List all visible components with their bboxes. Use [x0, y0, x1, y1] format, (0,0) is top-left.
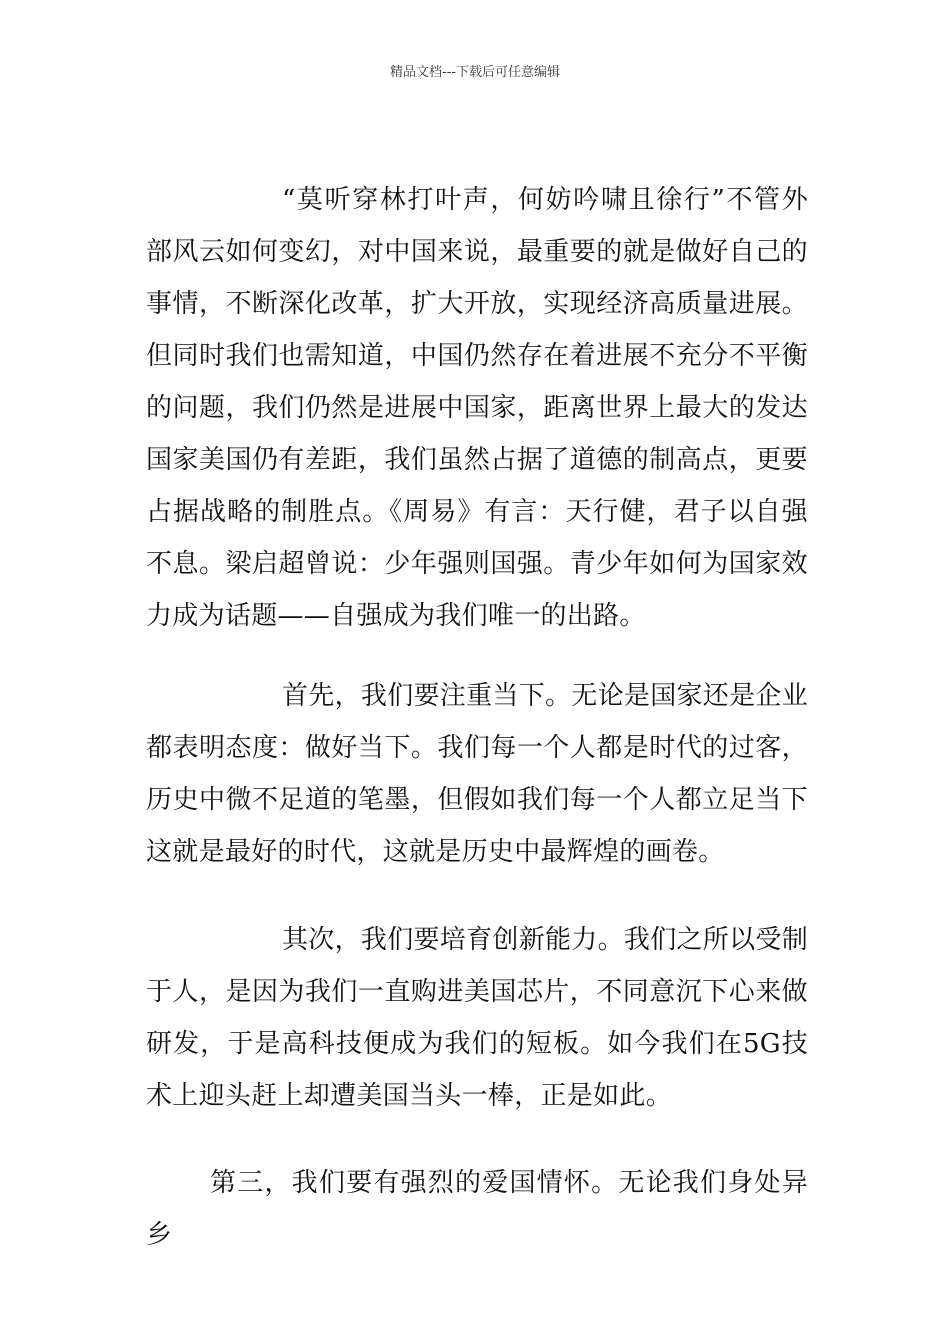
paragraph-intro: “莫听穿林打叶声，何妨吟啸且徐行”不管外部风云如何变幻，对中国来说，最重要的就是做好自己的事情，不断深化改革，扩大开放，实现经济高质量进展。但同时我们也需知道，中国仍然存在着进展不充分不平衡的问题，我们仍然是进展中国家，距离世界上最大的发达国家美国仍有差距，我们虽然占据了道德的制高点，更要占据战略的制胜点。《周易》有言：天行健，君子以自强不息。梁启超曾说：少年强则国强。青少年如何为国家效力成为话题——自强成为我们唯一的出路。 [146, 185, 808, 631]
paragraph-first-point: 首先，我们要注重当下。无论是国家还是企业都表明态度：做好当下。我们每一个人都是时代的过客，历史中微不足道的笔墨，但假如我们每一个人都立足当下这就是最好的时代，这就是历史中最辉煌的画卷。 [146, 681, 809, 867]
page-header: 精品文档---下载后可任意编辑 [389, 65, 561, 80]
paragraph-second-point: 其次，我们要培育创新能力。我们之所以受制于人，是因为我们一直购进美国芯片，不同意沉下心来做研发，于是高科技便成为我们的短板。如今我们在5G技术上迎头赶上却遭美国当头一棒，正是如此。 [146, 925, 809, 1111]
paragraph-third-point: 第三，我们要有强烈的爱国情怀。无论我们身处异乡 [146, 1168, 808, 1250]
